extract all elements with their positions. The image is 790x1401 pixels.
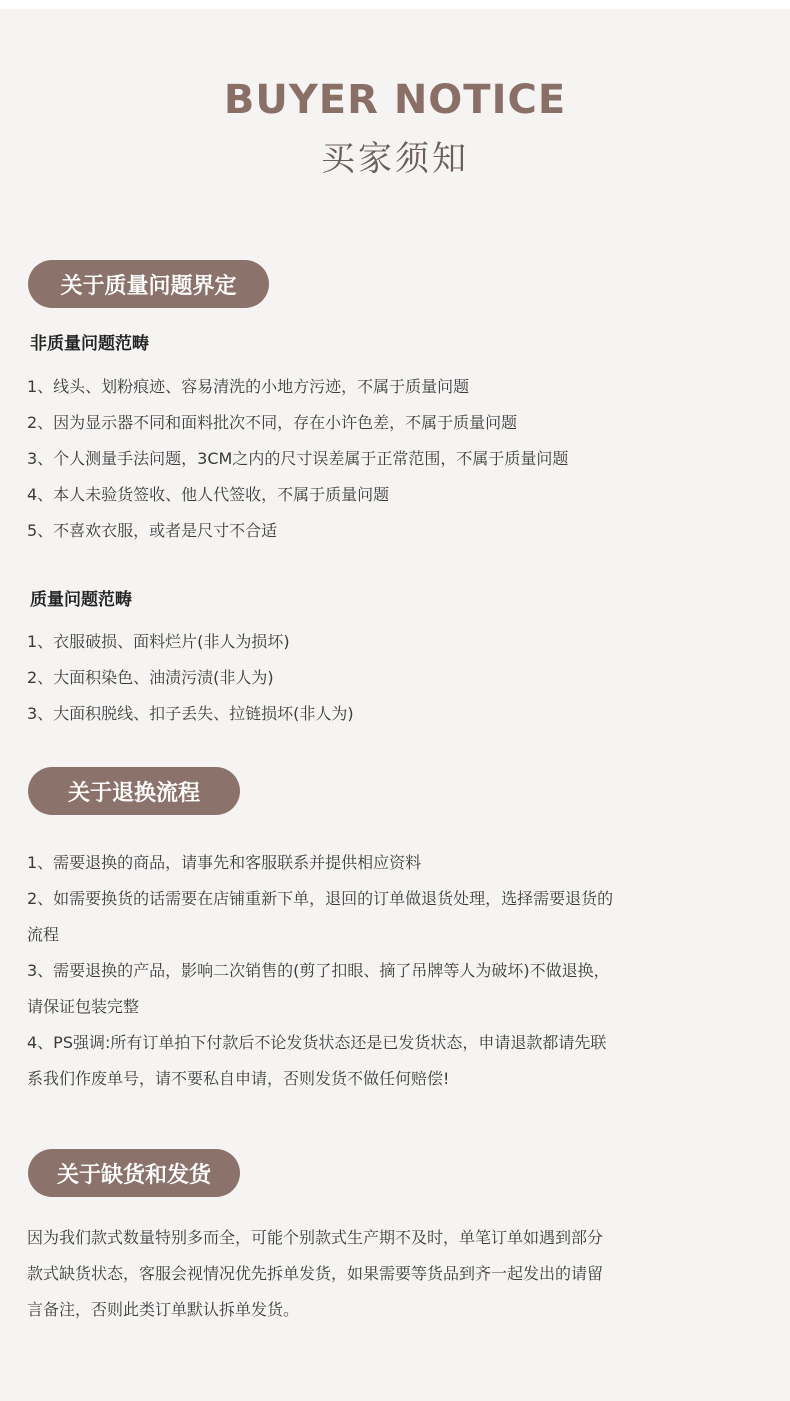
non-quality-item: 2、因为显示器不同和面料批次不同，存在小许色差，不属于质量问题 bbox=[27, 413, 518, 432]
non-quality-item: 5、不喜欢衣服，或者是尺寸不合适 bbox=[27, 521, 278, 540]
stock-line: 款式缺货状态，客服会视情况优先拆单发货，如果需要等货品到齐一起发出的请留 bbox=[27, 1264, 604, 1283]
stock-line: 言备注，否则此类订单默认拆单发货。 bbox=[27, 1300, 300, 1319]
return-line: 1、需要退换的商品，请事先和客服联系并提供相应资料 bbox=[27, 853, 422, 872]
quality-heading: 质量问题范畴 bbox=[30, 590, 132, 610]
notice-page bbox=[0, 9, 790, 1401]
section-stock-shipping-header: 关于缺货和发货 bbox=[28, 1149, 240, 1197]
quality-item: 1、衣服破损、面料烂片(非人为损坏) bbox=[27, 632, 290, 651]
section-quality-definition-header: 关于质量问题界定 bbox=[28, 260, 269, 308]
non-quality-item: 1、线头、划粉痕迹、容易清洗的小地方污迹，不属于质量问题 bbox=[27, 377, 470, 396]
return-line: 3、需要退换的产品，影响二次销售的(剪了扣眼、摘了吊牌等人为破坏)不做退换， bbox=[27, 961, 610, 980]
return-line: 2、如需要换货的话需要在店铺重新下单，退回的订单做退货处理，选择需要退货的 bbox=[27, 889, 614, 908]
return-line: 流程 bbox=[27, 925, 60, 944]
title-chinese: 买家须知 bbox=[321, 139, 469, 179]
return-line: 系我们作废单号，请不要私自申请，否则发货不做任何赔偿! bbox=[27, 1069, 450, 1088]
non-quality-item: 4、本人未验货签收、他人代签收，不属于质量问题 bbox=[27, 485, 390, 504]
stock-line: 因为我们款式数量特别多而全，可能个别款式生产期不及时，单笔订单如遇到部分 bbox=[27, 1228, 604, 1247]
non-quality-heading: 非质量问题范畴 bbox=[30, 334, 149, 354]
return-line: 4、PS强调:所有订单拍下付款后不论发货状态还是已发货状态，申请退款都请先联 bbox=[27, 1033, 607, 1052]
quality-item: 2、大面积染色、油渍污渍(非人为) bbox=[27, 668, 274, 687]
title-english: BUYER NOTICE bbox=[223, 77, 567, 123]
return-line: 请保证包装完整 bbox=[27, 997, 140, 1016]
non-quality-item: 3、个人测量手法问题，3CM之内的尺寸误差属于正常范围，不属于质量问题 bbox=[27, 449, 569, 468]
quality-item: 3、大面积脱线、扣子丢失、拉链损坏(非人为) bbox=[27, 704, 354, 723]
section-return-process-header: 关于退换流程 bbox=[28, 767, 240, 815]
